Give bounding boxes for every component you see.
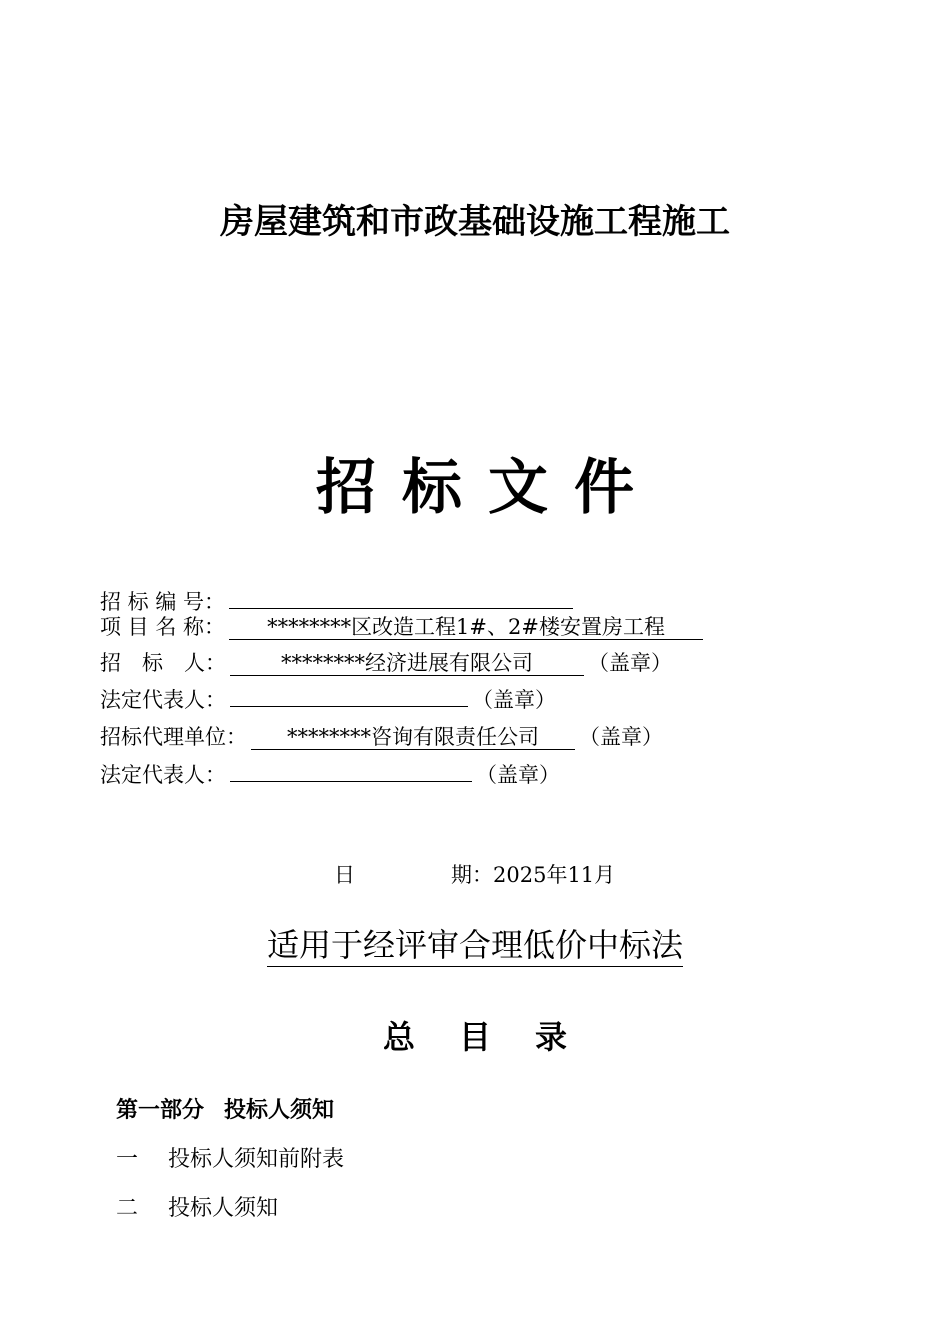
date-label: 日 xyxy=(334,863,355,887)
field-value: ********区改造工程1#、2#楼安置房工程 xyxy=(229,615,703,640)
field-label: 法定代表人： xyxy=(100,688,226,712)
toc-part-name: 投标人须知 xyxy=(224,1098,335,1123)
evaluation-method-text: 适用于经评审合理低价中标法 xyxy=(267,926,683,967)
field-label: 招 标 编 号： xyxy=(100,590,226,614)
toc-item[interactable] xyxy=(116,1191,278,1222)
evaluation-method xyxy=(0,920,950,966)
toc-item[interactable] xyxy=(116,1142,344,1173)
field-value: ********咨询有限责任公司 xyxy=(251,725,575,750)
field-label: 招 标 人： xyxy=(100,651,226,675)
toc-part-title xyxy=(116,1093,334,1124)
field-value xyxy=(230,781,472,782)
field-value: ********经济进展有限公司 xyxy=(230,651,584,676)
seal-note: （盖章） xyxy=(579,725,663,749)
toc-item-label: 投标人须知前附表 xyxy=(168,1147,345,1172)
toc-part-number: 第一部分 xyxy=(116,1098,205,1123)
field-label: 法定代表人： xyxy=(100,763,226,787)
document-title: 招标文件 xyxy=(316,453,660,523)
seal-note: （盖章） xyxy=(472,688,556,712)
field-value xyxy=(230,706,468,707)
date-value: 2025年11月 xyxy=(493,863,616,887)
toc-item-label: 投标人须知 xyxy=(168,1196,279,1221)
date-label-suffix: 期： xyxy=(451,863,493,887)
field-agency xyxy=(100,722,663,752)
seal-note: （盖章） xyxy=(476,763,560,787)
field-label: 招标代理单位： xyxy=(100,725,247,749)
field-legal-rep-1 xyxy=(100,685,556,715)
toc-item-number: 一 xyxy=(116,1147,139,1172)
seal-note: （盖章） xyxy=(588,651,672,675)
date-row xyxy=(334,859,615,889)
toc-title: 总目录 xyxy=(382,1018,611,1056)
field-tenderer xyxy=(100,648,672,678)
field-legal-rep-2 xyxy=(100,760,560,790)
field-label: 项 目 名 称： xyxy=(100,615,226,639)
toc-item-number: 二 xyxy=(116,1196,139,1221)
main-title: 房屋建筑和市政基础设施工程施工 xyxy=(220,202,730,242)
field-value xyxy=(229,608,573,609)
field-project-name xyxy=(100,612,707,642)
